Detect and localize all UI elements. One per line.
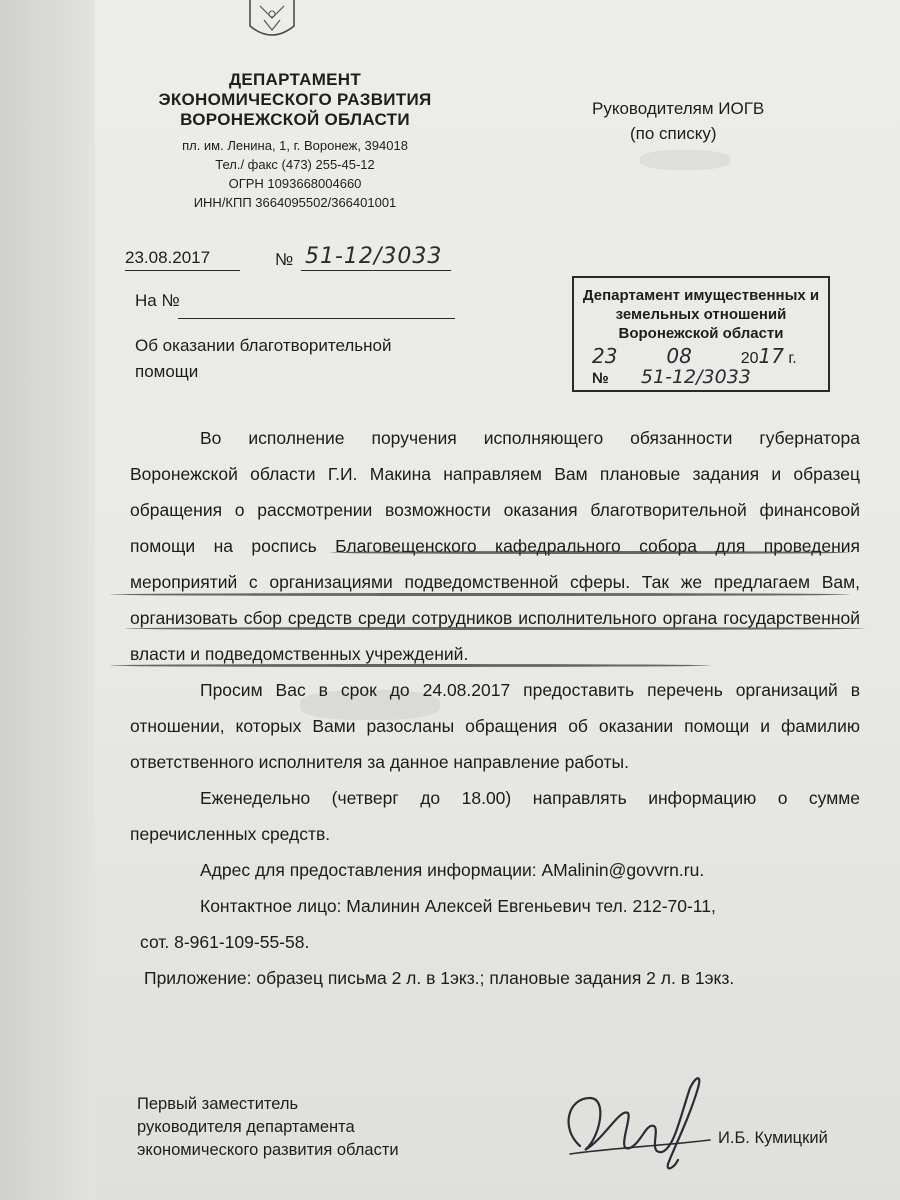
stamp-number-handwritten: 51-12/3033 bbox=[640, 366, 751, 388]
department-address: пл. им. Ленина, 1, г. Воронеж, 394018 bbox=[182, 138, 408, 153]
letter-subject: Об оказании благотворительной помощи bbox=[135, 336, 392, 381]
handwritten-signature bbox=[550, 1068, 720, 1178]
stamp-year-prefix: 20 bbox=[740, 350, 759, 367]
pen-underline bbox=[330, 551, 850, 554]
page-edge-shadow bbox=[0, 0, 95, 1200]
department-name-line: ДЕПАРТАМЕНТ bbox=[228, 70, 362, 89]
department-inn: ИНН/КПП 3664095502/366401001 bbox=[193, 195, 397, 210]
signatory-name: И.Б. Кумицкий bbox=[718, 1129, 828, 1147]
department-name-line: ВОРОНЕЖСКОЙ ОБЛАСТИ bbox=[180, 110, 410, 129]
department-name-line: ЭКОНОМИЧЕСКОГО РАЗВИТИЯ bbox=[158, 90, 432, 109]
addressee-note: (по списку) bbox=[630, 124, 717, 143]
signatory-position-line: Первый заместитель bbox=[137, 1095, 299, 1113]
outgoing-date: 23.08.2017 bbox=[125, 248, 211, 267]
pen-underline bbox=[125, 627, 865, 630]
incoming-registration-stamp bbox=[572, 276, 830, 392]
stamp-date bbox=[592, 344, 797, 368]
date-underline bbox=[125, 270, 240, 271]
pen-underline bbox=[110, 593, 850, 596]
paper-scuff bbox=[640, 150, 730, 170]
signatory-position bbox=[137, 1093, 457, 1162]
stamp-year-handwritten: 17 bbox=[758, 344, 784, 368]
reply-to-label: На № bbox=[135, 291, 180, 310]
department-ogrn: ОГРН 1093668004660 bbox=[228, 176, 362, 191]
number-underline bbox=[301, 270, 451, 271]
stamp-number-label: № bbox=[592, 370, 609, 387]
body-paragraph-instruction: Во исполнение поручения исполняющего обязанности губернатора Воронежской области Г.И. Макина направляем Вам плановые задания и образец обращения о рассмотрении возможности оказания благотворительной финансовой помощи на роспись Благовещенского кафедрального собора для проведения мероприятий с организациями подведомственной сферы. Так же предлагаем Вам, организовать сбор средств среди сотрудников исполнительного органа государственной власти и подведомственных учреждений. bbox=[130, 428, 860, 664]
department-phone: Тел./ факс (473) 255-45-12 bbox=[215, 157, 375, 172]
outgoing-number-label: № bbox=[275, 250, 294, 269]
body-paragraph-contact: Контактное лицо: Малинин Алексей Евгеньевич тел. 212-70-11, bbox=[200, 896, 716, 916]
pen-underline bbox=[110, 664, 710, 667]
signatory-position-line: экономического развития области bbox=[137, 1141, 399, 1159]
stamp-year-suffix: г. bbox=[788, 350, 797, 367]
stamp-day-handwritten: 23 bbox=[592, 344, 618, 368]
addressee-title: Руководителям ИОГВ bbox=[592, 99, 765, 118]
stamp-title: Департамент имущественных и земельных отношений Воронежской области bbox=[582, 287, 820, 342]
coat-of-arms-emblem bbox=[242, 0, 302, 42]
stamp-number bbox=[592, 366, 751, 388]
signatory-position-line: руководителя департамента bbox=[137, 1118, 355, 1136]
stamp-month-handwritten: 08 bbox=[666, 344, 692, 368]
reply-to-underline bbox=[178, 318, 455, 319]
body-paragraph-mobile: сот. 8-961-109-55-58. bbox=[140, 932, 310, 952]
outgoing-number-handwritten: 51-12/3033 bbox=[305, 244, 443, 269]
letter-body bbox=[130, 420, 860, 996]
department-header bbox=[130, 70, 460, 212]
body-paragraph-weekly: Еженедельно (четверг до 18.00) направлять информацию о сумме перечисленных средств. bbox=[130, 788, 860, 844]
body-paragraph-email: Адрес для предоставления информации: AMalinin@govvrn.ru. bbox=[200, 860, 705, 880]
addressee-block bbox=[592, 96, 792, 146]
body-paragraph-request: Просим Вас в срок до 24.08.2017 предоставить перечень организаций в отношении, которых Вами разосланы обращения об оказании помощи и фамилию ответственного исполнителя за данное направление работы. bbox=[130, 680, 860, 772]
body-paragraph-attachment: Приложение: образец письма 2 л. в 1экз.; плановые задания 2 л. в 1экз. bbox=[144, 968, 735, 988]
